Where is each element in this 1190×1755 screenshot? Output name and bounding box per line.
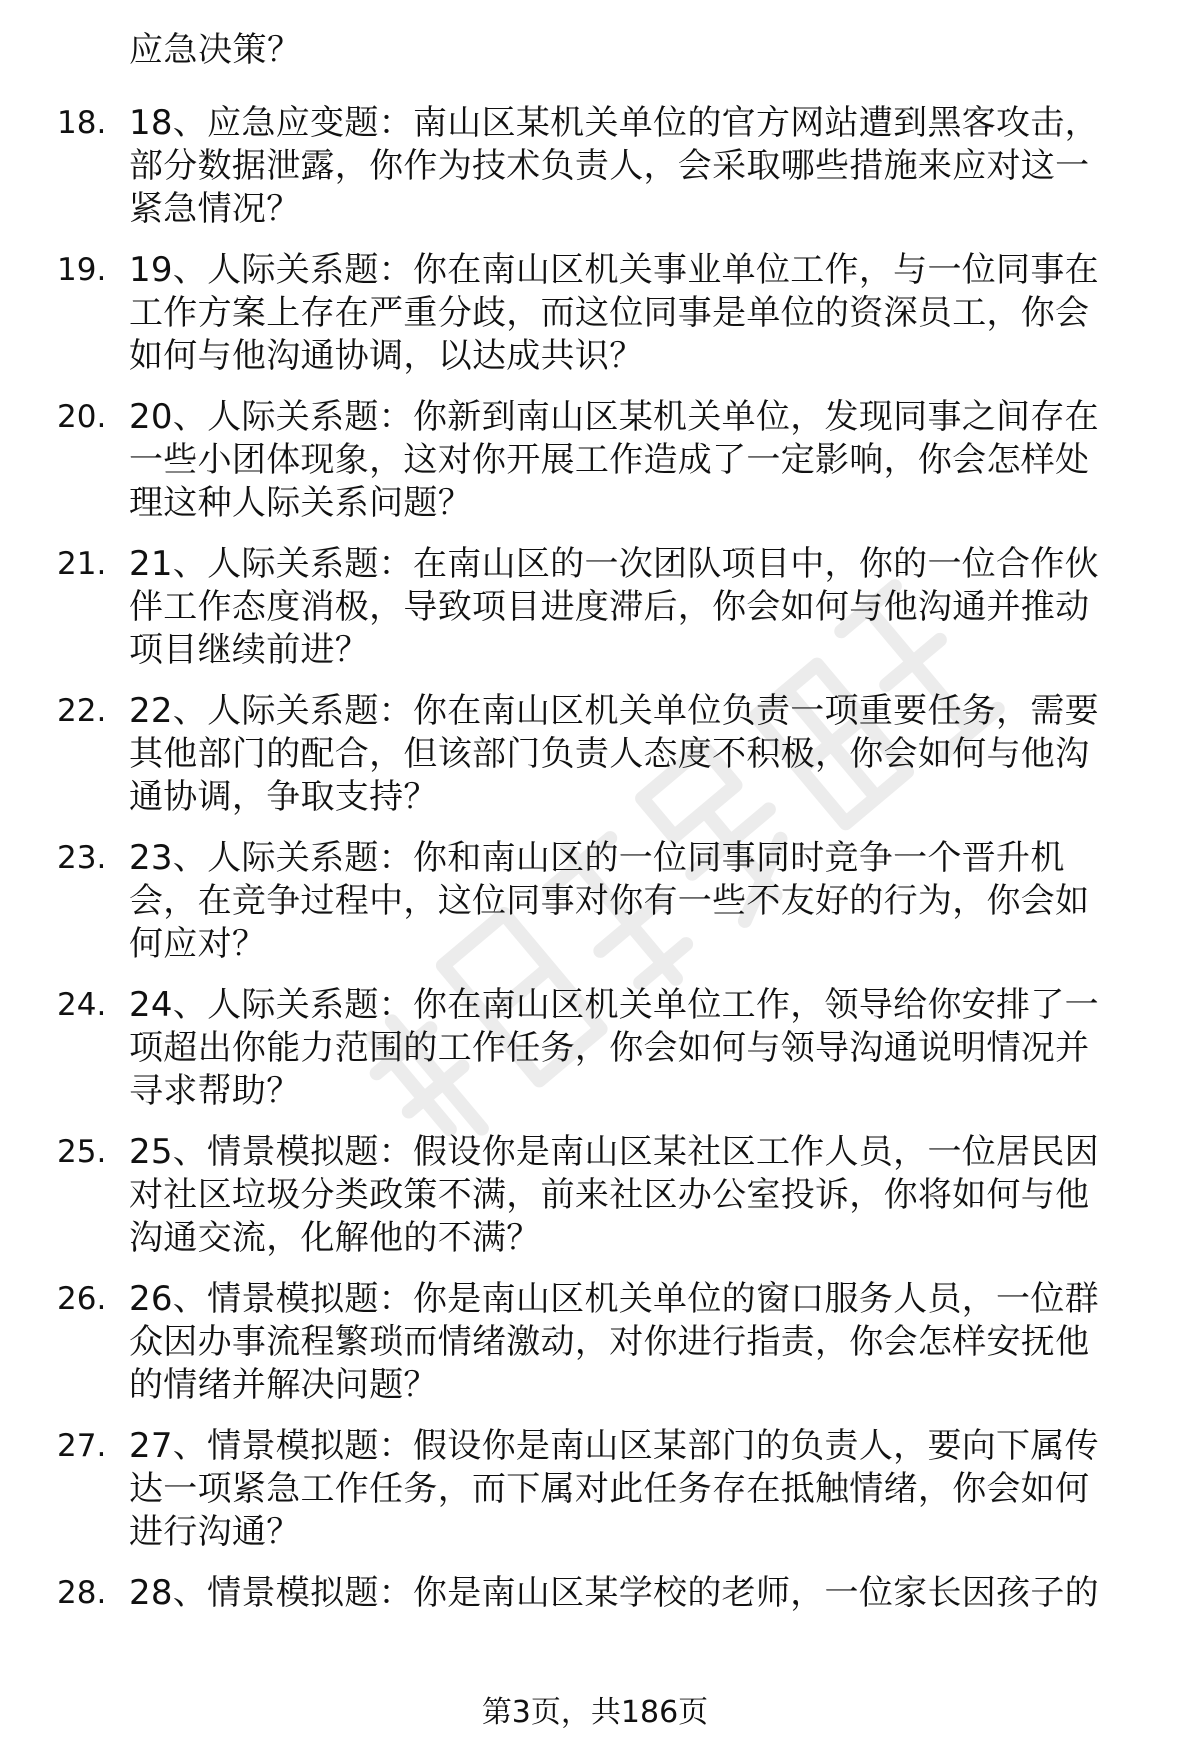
list-item [57,396,1147,525]
item-text-line: 项目继续前进？ [129,630,370,670]
item-number: 21. [57,546,107,582]
list-item [57,1425,1147,1554]
list-item [57,543,1147,672]
item-text-line: 一些小团体现象，这对你开展工作造成了一定影响，你会怎样处 [129,440,1090,480]
list-item [57,690,1147,819]
item-number: 19. [57,252,107,288]
item-text-line: 其他部门的配合，但该部门负责人态度不积极，你会如何与他沟 [129,734,1090,774]
item-number: 26. [57,1281,107,1317]
item-text-line: 21、人际关系题：在南山区的一次团队项目中，你的一位合作伙 [129,544,1099,584]
item-number: 18. [57,105,107,141]
item-number: 25. [57,1134,107,1170]
list-item [57,984,1147,1113]
item-text-line: 27、情景模拟题：假设你是南山区某部门的负责人，要向下属传 [129,1426,1099,1466]
item-text-line: 紧急情况？ [129,189,301,229]
item-text-line: 26、情景模拟题：你是南山区机关单位的窗口服务人员，一位群 [129,1279,1099,1319]
item-text-line: 19、人际关系题：你在南山区机关事业单位工作，与一位同事在 [129,250,1099,290]
item-text-line: 的情绪并解决问题？ [129,1365,438,1405]
list-item [57,102,1147,231]
page-footer: 第3页，共186页 [481,1695,709,1730]
item-number: 23. [57,840,107,876]
item-text-line: 众因办事流程繁琐而情绪激动，对你进行指责，你会怎样安抚他 [129,1322,1090,1362]
item-text-line: 如何与他沟通协调，以达成共识？ [129,336,644,376]
list-item [57,1131,1147,1260]
item-text-line: 项超出你能力范围的工作任务，你会如何与领导沟通说明情况并 [129,1028,1090,1068]
list-item [57,1278,1147,1407]
item-number: 24. [57,987,107,1023]
item-text-line: 对社区垃圾分类政策不满，前来社区办公室投诉，你将如何与他 [129,1175,1090,1215]
item-number: 27. [57,1428,107,1464]
item-text-line: 18、应急应变题：南山区某机关单位的官方网站遭到黑客攻击， [129,103,1099,143]
item-text-line: 25、情景模拟题：假设你是南山区某社区工作人员，一位居民因 [129,1132,1099,1172]
item-text-line: 工作方案上存在严重分歧，而这位同事是单位的资深员工，你会 [129,293,1090,333]
item-text-line: 会，在竞争过程中，这位同事对你有一些不友好的行为，你会如 [129,881,1090,921]
item-text-line: 沟通交流，化解他的不满？ [129,1218,541,1258]
item-text-line: 20、人际关系题：你新到南山区某机关单位，发现同事之间存在 [129,397,1099,437]
item-number: 20. [57,399,107,435]
list-item [57,837,1147,966]
item-text-line: 28、情景模拟题：你是南山区某学校的老师，一位家长因孩子的 [129,1573,1099,1613]
question-list [57,28,1147,1633]
item-text-line: 22、人际关系题：你在南山区机关单位负责一项重要任务，需要 [129,691,1099,731]
list-item [57,1572,1147,1615]
item-number: 28. [57,1575,107,1611]
item-text-line: 理这种人际关系问题？ [129,483,472,523]
item-text-line: 何应对？ [129,924,267,964]
item-number: 22. [57,693,107,729]
list-item [57,249,1147,378]
item-text-line: 进行沟通？ [129,1512,301,1552]
item-text-line: 23、人际关系题：你和南山区的一位同事同时竞争一个晋升机 [129,838,1065,878]
continuation-line: 应急决策？ [129,30,302,70]
item-text-line: 通协调，争取支持？ [129,777,438,817]
item-text-line: 部分数据泄露，你作为技术负责人，会采取哪些措施来应对这一 [129,146,1090,186]
item-text-line: 24、人际关系题：你在南山区机关单位工作，领导给你安排了一 [129,985,1099,1025]
item-text-line: 伴工作态度消极，导致项目进度滞后，你会如何与他沟通并推动 [129,587,1090,627]
item-text-line: 达一项紧急工作任务，而下属对此任务存在抵触情绪，你会如何 [129,1469,1090,1509]
item-text-line: 寻求帮助？ [129,1071,301,1111]
